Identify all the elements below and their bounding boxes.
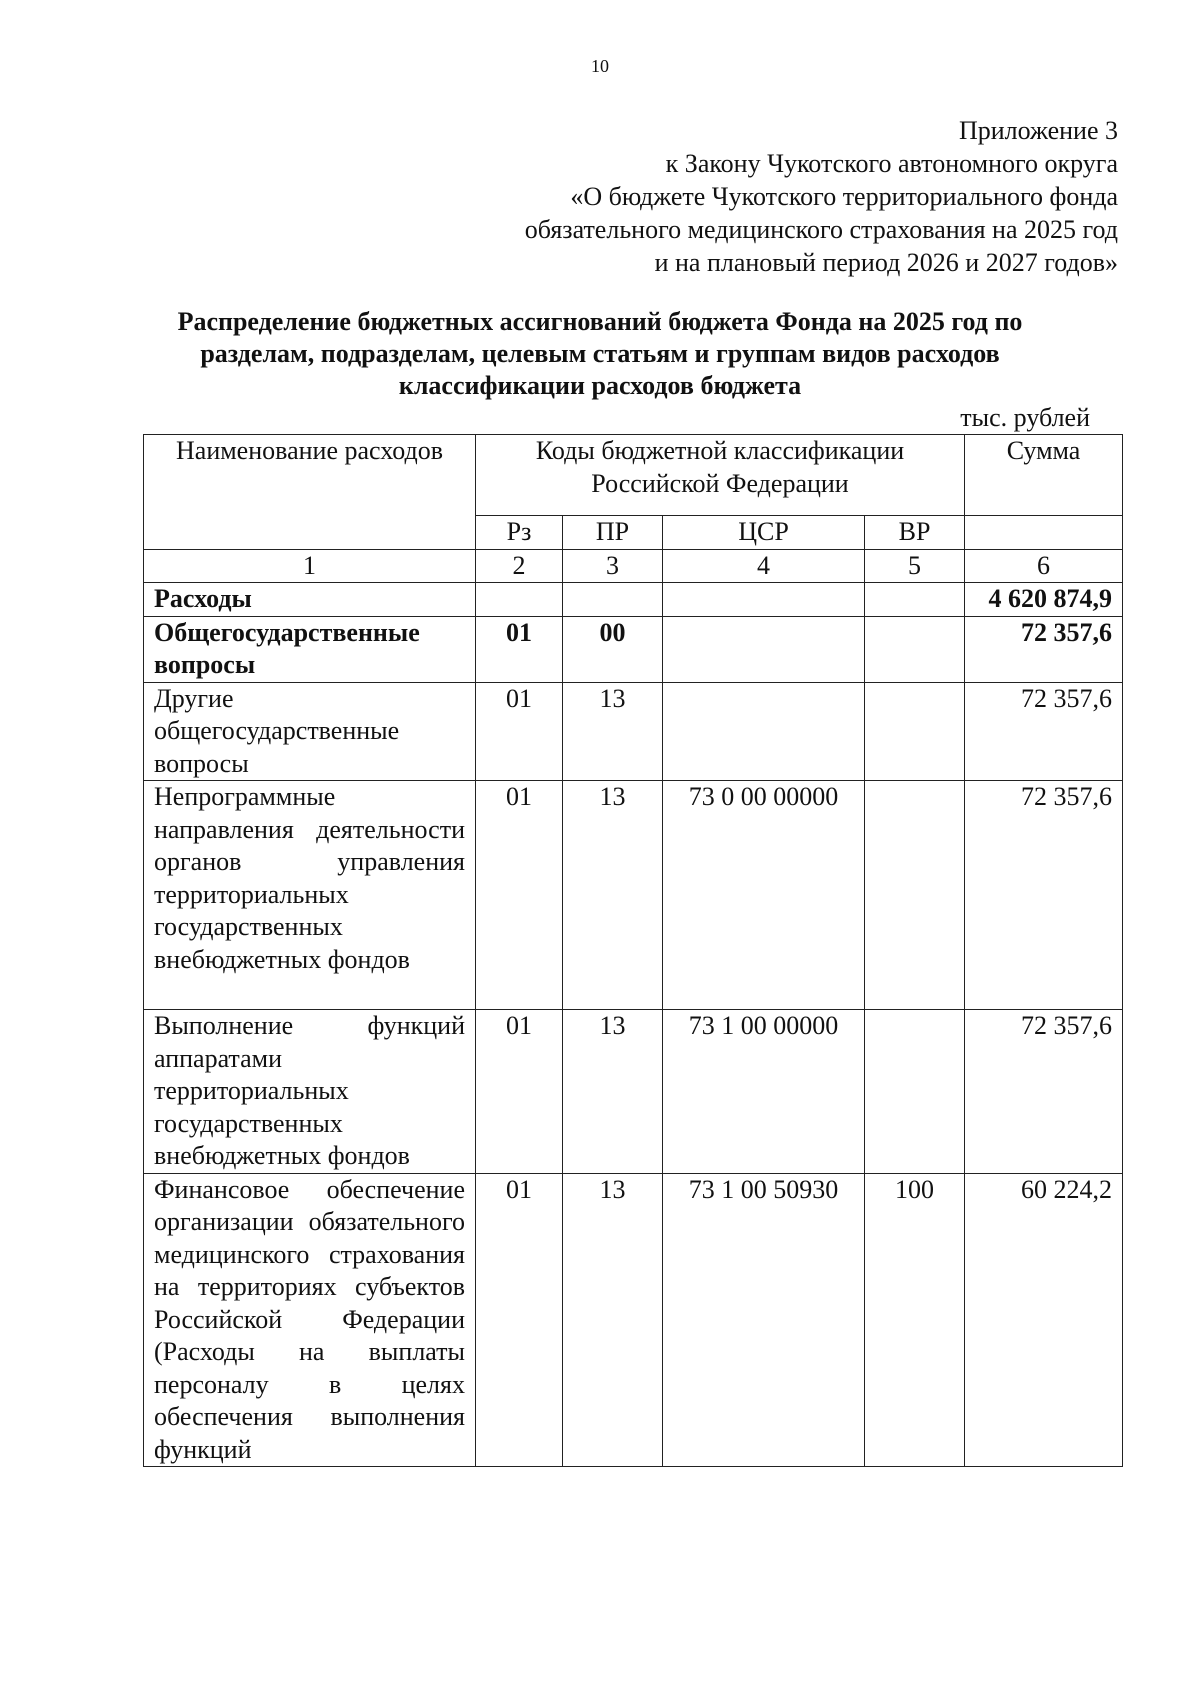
row-vr xyxy=(865,781,965,1010)
units-label: тыс. рублей xyxy=(960,403,1090,432)
row-vr: 100 xyxy=(865,1173,965,1467)
column-number: 6 xyxy=(965,549,1123,583)
row-sum: 72 357,6 xyxy=(965,682,1123,781)
row-rz: 01 xyxy=(476,682,563,781)
row-pr xyxy=(563,583,663,617)
row-csr: 73 0 00 00000 xyxy=(663,781,865,1010)
header-sum: Сумма xyxy=(965,435,1123,516)
row-name: Расходы xyxy=(144,583,476,617)
row-name: Выполнение функций аппаратами территориальных государственных внебюджетных фондов xyxy=(144,1010,476,1174)
row-pr: 13 xyxy=(563,781,663,1010)
table-row xyxy=(144,1010,1123,1174)
column-number: 4 xyxy=(663,549,865,583)
column-number: 3 xyxy=(563,549,663,583)
table-row xyxy=(144,1173,1123,1467)
table-row xyxy=(144,781,1123,1010)
header-name: Наименование расходов xyxy=(144,435,476,550)
row-name: Финансовое обеспечение организации обязательного медицинского страхования на территориях субъектов Российской Федерации (Расходы на выплаты персоналу в целях обеспечения выполнения функций xyxy=(144,1173,476,1467)
title-line: разделам, подразделам, целевым статьям и группам видов расходов xyxy=(200,339,1000,368)
row-name: Общегосударственные вопросы xyxy=(144,616,476,682)
appendix-line: «О бюджете Чукотского территориального фонда xyxy=(570,182,1118,211)
document-title xyxy=(100,306,1100,402)
page-number: 10 xyxy=(591,56,609,76)
header-codes xyxy=(476,435,965,516)
row-csr xyxy=(663,682,865,781)
row-pr: 13 xyxy=(563,1173,663,1467)
row-rz: 01 xyxy=(476,1010,563,1174)
row-name: Другие общегосударственные вопросы xyxy=(144,682,476,781)
budget-table xyxy=(143,434,1123,1467)
table-row xyxy=(144,682,1123,781)
row-name: Непрограммные направления деятельности органов управления территориальных государственных внебюджетных фондов xyxy=(144,781,476,1010)
table-row xyxy=(144,583,1123,617)
row-pr: 13 xyxy=(563,682,663,781)
row-rz: 01 xyxy=(476,1173,563,1467)
row-csr xyxy=(663,583,865,617)
appendix-header xyxy=(318,114,1118,279)
table-row xyxy=(144,616,1123,682)
row-pr: 00 xyxy=(563,616,663,682)
column-number: 5 xyxy=(865,549,965,583)
row-rz: 01 xyxy=(476,616,563,682)
header-vr: ВР xyxy=(865,516,965,550)
header-csr: ЦСР xyxy=(663,516,865,550)
row-csr xyxy=(663,616,865,682)
appendix-line: обязательного медицинского страхования на 2025 год xyxy=(524,215,1118,244)
row-csr: 73 1 00 50930 xyxy=(663,1173,865,1467)
appendix-line: Приложение 3 xyxy=(958,116,1118,145)
appendix-line: к Закону Чукотского автономного округа xyxy=(665,149,1118,178)
column-number: 2 xyxy=(476,549,563,583)
row-sum: 72 357,6 xyxy=(965,616,1123,682)
header-codes-line: Коды бюджетной классификации xyxy=(535,436,905,465)
row-pr: 13 xyxy=(563,1010,663,1174)
header-row xyxy=(144,435,1123,516)
header-pr: ПР xyxy=(563,516,663,550)
row-vr xyxy=(865,616,965,682)
title-line: классификации расходов бюджета xyxy=(398,371,802,400)
header-codes-line: Российской Федерации xyxy=(591,468,849,498)
row-sum: 72 357,6 xyxy=(965,781,1123,1010)
title-line: Распределение бюджетных ассигнований бюджета Фонда на 2025 год по xyxy=(177,307,1023,336)
row-vr xyxy=(865,1010,965,1174)
header-sum-empty xyxy=(965,516,1123,550)
row-rz: 01 xyxy=(476,781,563,1010)
row-rz xyxy=(476,583,563,617)
row-sum: 72 357,6 xyxy=(965,1010,1123,1174)
appendix-line: и на плановый период 2026 и 2027 годов» xyxy=(654,248,1118,277)
header-rz: Рз xyxy=(476,516,563,550)
row-csr: 73 1 00 00000 xyxy=(663,1010,865,1174)
column-number-row xyxy=(144,549,1123,583)
row-sum: 4 620 874,9 xyxy=(965,583,1123,617)
column-number: 1 xyxy=(144,549,476,583)
row-sum: 60 224,2 xyxy=(965,1173,1123,1467)
row-vr xyxy=(865,583,965,617)
row-vr xyxy=(865,682,965,781)
